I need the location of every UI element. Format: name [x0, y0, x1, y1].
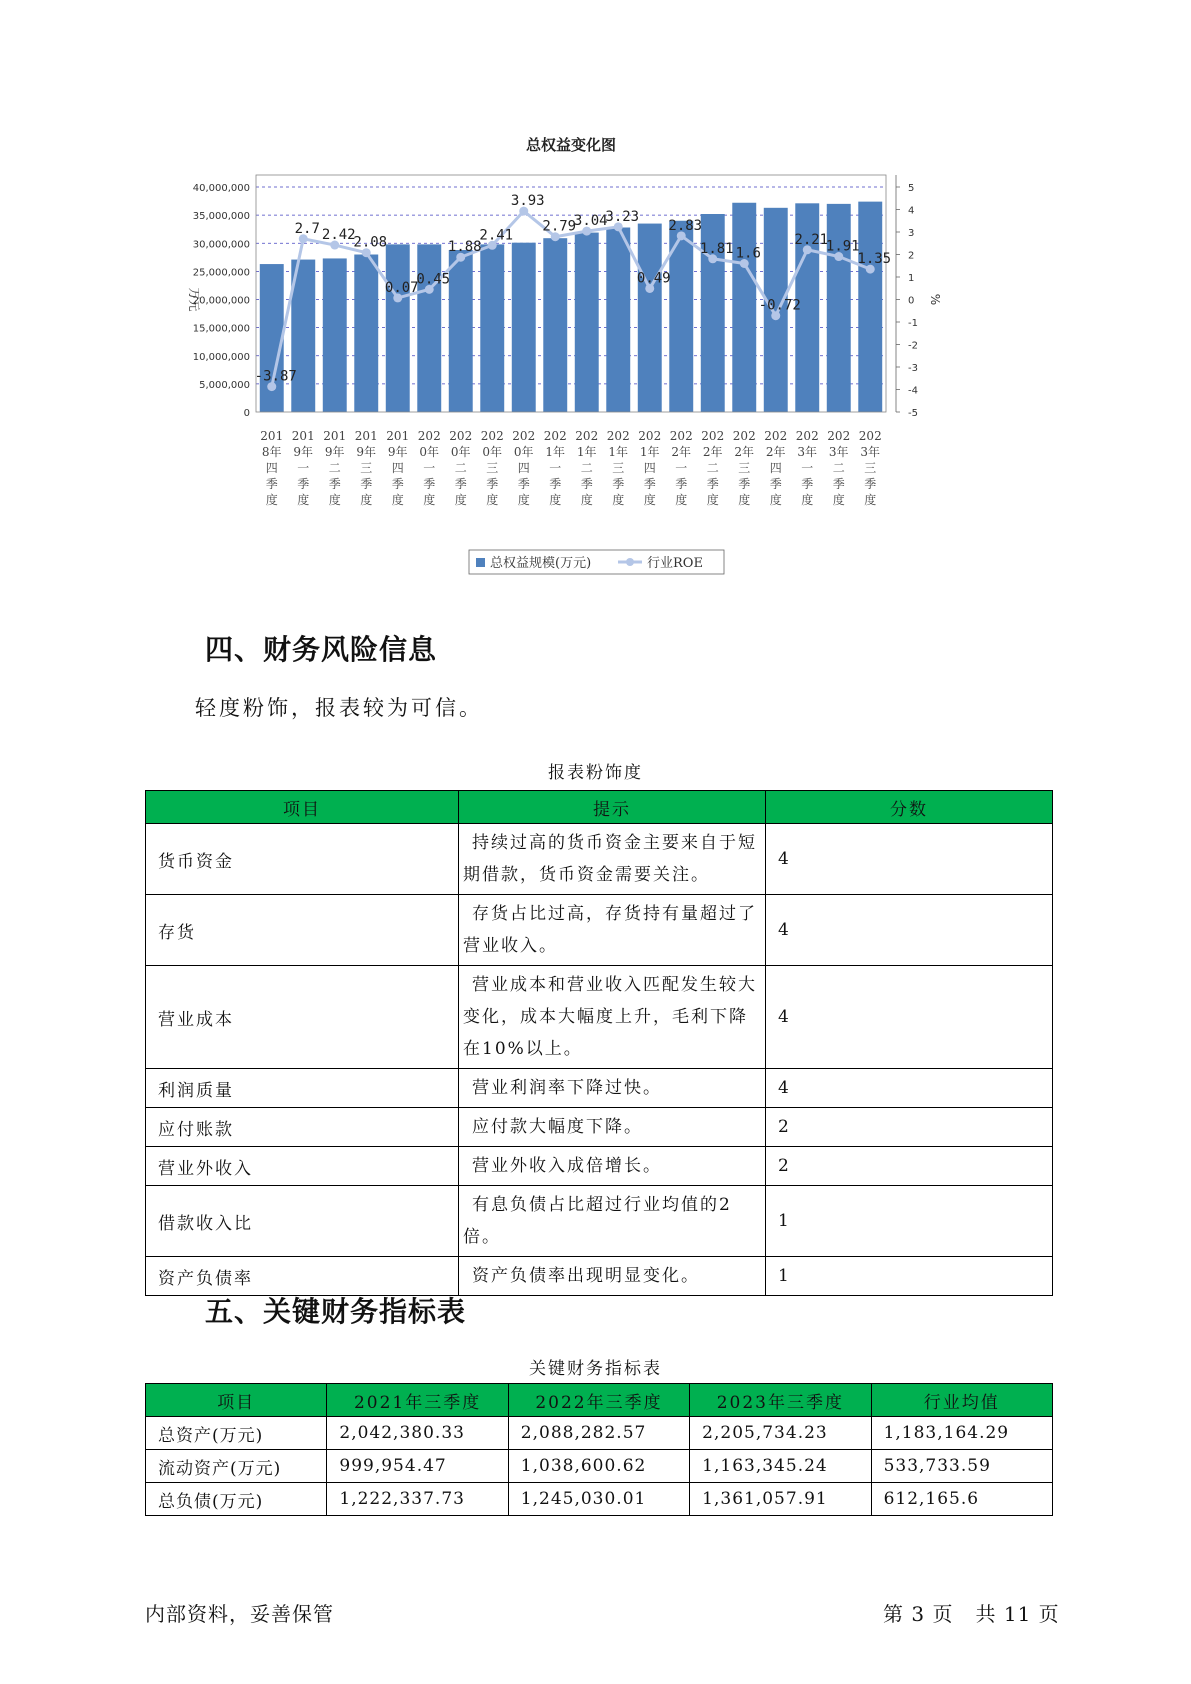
legend-bar-swatch: [476, 558, 485, 567]
roe-data-label: 0.49: [636, 270, 671, 287]
y-right-tick-label: -5: [908, 408, 918, 419]
y-left-tick-label: 10,000,000: [192, 351, 250, 363]
legend-line-label: 行业ROE: [647, 556, 703, 571]
y-right-tick-label: 3: [908, 228, 915, 239]
risk-hint-cell: 持续过高的货币资金主要来自于短期借款，货币资金需要关注。: [459, 824, 766, 895]
kf-header-industry: 行业均值: [871, 1384, 1052, 1417]
risk-hint-cell: 存货占比过高，存货持有量超过了营业收入。: [459, 895, 766, 966]
roe-data-label: -0.72: [758, 297, 801, 314]
x-category-label: 季: [517, 477, 530, 491]
bar: [606, 228, 630, 413]
x-category-label: 季: [454, 477, 467, 491]
roe-data-label: 2.7: [294, 220, 320, 237]
y-left-tick-label: 0: [243, 408, 250, 419]
risk-score-cell: 2: [766, 1108, 1053, 1147]
bar: [449, 250, 473, 412]
x-category-label: 二: [454, 461, 467, 475]
x-category-label: 季: [297, 477, 310, 491]
kf-value-cell: 1,361,057.91: [690, 1483, 871, 1516]
kf-value-cell: 1,163,345.24: [690, 1450, 871, 1483]
roe-data-label: 0.07: [384, 279, 419, 296]
x-category-label: 度: [297, 493, 310, 507]
risk-item-cell: 存货: [146, 895, 459, 966]
x-category-label: 9年: [324, 445, 345, 459]
x-category-label: 度: [454, 493, 467, 507]
x-category-label: 度: [801, 493, 814, 507]
kf-value-cell: 2,205,734.23: [690, 1417, 871, 1450]
bar: [638, 224, 662, 412]
chart-title: 总权益变化图: [525, 136, 617, 154]
bar: [827, 204, 851, 412]
legend-bar-label: 总权益规模(万元): [490, 556, 592, 571]
bar: [323, 258, 347, 412]
key-financials-table: [145, 1383, 1053, 1516]
x-category-label: 1年: [639, 445, 660, 459]
x-category-label: 202: [575, 429, 599, 443]
x-category-label: 二: [328, 461, 341, 475]
x-category-label: 季: [643, 477, 656, 491]
roe-data-label: 3.04: [573, 213, 608, 230]
risk-table-caption: 报表粉饰度: [548, 763, 643, 783]
roe-data-label: 3.23: [605, 208, 640, 225]
roe-data-label: 2.08: [353, 234, 388, 251]
kf-header-2021: 2021年三季度: [327, 1384, 508, 1417]
risk-table: [145, 790, 1053, 1296]
bar: [417, 244, 441, 412]
x-category-label: 四: [643, 461, 656, 475]
risk-item-cell: 应付账款: [146, 1108, 459, 1147]
x-category-label: 四: [517, 461, 530, 475]
y-left-tick-label: 30,000,000: [192, 239, 250, 251]
y-left-tick-label: 40,000,000: [192, 183, 250, 194]
x-category-label: 9年: [387, 445, 408, 459]
risk-item-cell: 资产负债率: [146, 1257, 459, 1296]
x-category-label: 201: [323, 429, 347, 443]
x-category-label: 202: [417, 429, 441, 443]
kf-value-cell: 1,038,600.62: [508, 1450, 689, 1483]
risk-hint-cell: 营业利润率下降过快。: [459, 1069, 766, 1108]
kf-value-cell: 1,183,164.29: [871, 1417, 1052, 1450]
x-category-label: 1年: [576, 445, 597, 459]
risk-score-cell: 4: [766, 1069, 1053, 1108]
x-category-label: 202: [795, 429, 819, 443]
bar: [575, 233, 599, 412]
x-category-label: 202: [732, 429, 756, 443]
risk-item-cell: 营业外收入: [146, 1147, 459, 1186]
kf-item-cell: 流动资产(万元): [146, 1450, 327, 1483]
x-category-label: 季: [706, 477, 719, 491]
kf-header-2022: 2022年三季度: [508, 1384, 689, 1417]
x-category-label: 度: [864, 493, 877, 507]
equity-chart-svg: [170, 130, 1030, 600]
risk-score-cell: 1: [766, 1186, 1053, 1257]
roe-data-label: 2.21: [794, 231, 829, 248]
x-category-label: 度: [423, 493, 436, 507]
x-category-label: 202: [543, 429, 567, 443]
y-right-tick-label: 4: [908, 205, 915, 217]
x-category-label: 度: [675, 493, 688, 507]
x-category-label: 季: [328, 477, 341, 491]
risk-score-cell: 4: [766, 895, 1053, 966]
risk-table-row: [146, 966, 1053, 1069]
y-left-axis-label: 万元: [187, 287, 201, 312]
roe-data-label: 2.42: [321, 227, 356, 244]
kf-value-cell: 2,088,282.57: [508, 1417, 689, 1450]
bar: [386, 244, 410, 412]
x-category-label: 202: [606, 429, 630, 443]
x-category-label: 季: [832, 477, 845, 491]
roe-data-label: 1.91: [825, 238, 860, 255]
y-right-tick-label: -4: [908, 385, 918, 397]
bar: [480, 244, 504, 412]
x-category-label: 202: [449, 429, 473, 443]
y-right-tick-label: 0: [908, 295, 915, 307]
bar: [512, 243, 536, 412]
x-category-label: 季: [801, 477, 814, 491]
kf-value-cell: 533,733.59: [871, 1450, 1052, 1483]
header-score: 分数: [766, 791, 1053, 824]
risk-score-cell: 4: [766, 966, 1053, 1069]
risk-score-cell: 4: [766, 824, 1053, 895]
x-category-label: 季: [360, 477, 373, 491]
x-category-label: 202: [669, 429, 693, 443]
x-category-label: 3年: [860, 445, 881, 459]
x-category-label: 度: [549, 493, 562, 507]
x-category-label: 一: [801, 461, 814, 475]
x-category-label: 季: [738, 477, 751, 491]
risk-hint-cell: 资产负债率出现明显变化。: [459, 1257, 766, 1296]
risk-score-cell: 2: [766, 1147, 1053, 1186]
kf-header-item: 项目: [146, 1384, 327, 1417]
x-category-label: 季: [391, 477, 404, 491]
plot-frame: [256, 175, 886, 412]
x-category-label: 202: [480, 429, 504, 443]
risk-table-header: [146, 791, 1053, 824]
x-category-label: 度: [612, 493, 625, 507]
x-category-label: 度: [265, 493, 278, 507]
x-category-label: 201: [386, 429, 410, 443]
roe-data-label: 0.45: [416, 271, 451, 288]
x-category-label: 季: [423, 477, 436, 491]
x-category-label: 度: [706, 493, 719, 507]
x-category-label: 季: [864, 477, 877, 491]
x-category-label: 度: [643, 493, 656, 507]
x-category-label: 2年: [671, 445, 692, 459]
risk-item-cell: 借款收入比: [146, 1186, 459, 1257]
roe-data-label: 2.41: [479, 227, 514, 244]
kf-table-caption: 关键财务指标表: [529, 1359, 662, 1379]
risk-hint-cell: 有息负债占比超过行业均值的2倍。: [459, 1186, 766, 1257]
x-category-label: 季: [769, 477, 782, 491]
x-category-label: 三: [360, 461, 373, 475]
x-category-label: 201: [354, 429, 378, 443]
x-category-label: 度: [769, 493, 782, 507]
x-category-label: 度: [328, 493, 341, 507]
kf-item-cell: 总负债(万元): [146, 1483, 327, 1516]
x-category-label: 9年: [293, 445, 314, 459]
roe-data-label: -3.87: [254, 368, 297, 385]
risk-hint-cell: 营业外收入成倍增长。: [459, 1147, 766, 1186]
x-category-label: 一: [549, 461, 562, 475]
roe-data-label: 3.93: [510, 193, 545, 210]
x-category-label: 202: [701, 429, 725, 443]
roe-data-label: 2.83: [668, 217, 703, 234]
x-category-label: 度: [486, 493, 499, 507]
x-category-label: 三: [612, 461, 625, 475]
kf-header-2023: 2023年三季度: [690, 1384, 871, 1417]
x-category-label: 度: [832, 493, 845, 507]
risk-table-row: [146, 895, 1053, 966]
x-category-label: 一: [297, 461, 310, 475]
x-category-label: 202: [512, 429, 536, 443]
y-left-tick-label: 25,000,000: [192, 267, 250, 279]
legend-line-marker: [626, 558, 634, 566]
roe-data-label: 1.6: [735, 245, 761, 262]
risk-score-cell: 1: [766, 1257, 1053, 1296]
bar: [543, 238, 567, 412]
kf-item-cell: 总资产(万元): [146, 1417, 327, 1450]
section4-title: 四、财务风险信息: [205, 633, 438, 666]
kf-value-cell: 1,222,337.73: [327, 1483, 508, 1516]
x-category-label: 四: [391, 461, 404, 475]
x-category-label: 四: [265, 461, 278, 475]
bar: [732, 203, 756, 412]
x-category-label: 季: [486, 477, 499, 491]
header-hint: 提示: [459, 791, 766, 824]
footer-page-number: 第 3 页 共 11 页: [883, 1602, 1060, 1626]
x-category-label: 202: [858, 429, 882, 443]
x-category-label: 3年: [828, 445, 849, 459]
y-right-tick-label: -3: [908, 363, 918, 374]
y-left-tick-label: 15,000,000: [192, 323, 250, 335]
kf-table-row: [146, 1483, 1053, 1516]
x-category-label: 8年: [261, 445, 282, 459]
y-right-tick-label: 5: [908, 183, 915, 194]
x-category-label: 一: [675, 461, 688, 475]
x-category-label: 202: [827, 429, 851, 443]
footer-left: 内部资料，妥善保管: [145, 1602, 334, 1626]
x-category-label: 季: [265, 477, 278, 491]
kf-value-cell: 1,245,030.01: [508, 1483, 689, 1516]
x-category-label: 度: [738, 493, 751, 507]
x-category-label: 三: [864, 461, 877, 475]
x-category-label: 季: [612, 477, 625, 491]
kf-value-cell: 999,954.47: [327, 1450, 508, 1483]
x-category-label: 季: [675, 477, 688, 491]
section4-summary: 轻度粉饰，报表较为可信。: [195, 696, 483, 720]
x-category-label: 2年: [702, 445, 723, 459]
kf-table-row: [146, 1450, 1053, 1483]
x-category-label: 0年: [419, 445, 440, 459]
bar: [354, 255, 378, 413]
x-category-label: 0年: [450, 445, 471, 459]
risk-item-cell: 营业成本: [146, 966, 459, 1069]
kf-table-row: [146, 1417, 1053, 1450]
x-category-label: 度: [517, 493, 530, 507]
header-item: 项目: [146, 791, 459, 824]
x-category-label: 202: [638, 429, 662, 443]
x-category-label: 二: [580, 461, 593, 475]
y-right-axis-label: %: [928, 293, 942, 306]
risk-item-cell: 货币资金: [146, 824, 459, 895]
risk-table-row: [146, 824, 1053, 895]
x-category-label: 二: [706, 461, 719, 475]
x-category-label: 3年: [797, 445, 818, 459]
x-category-label: 0年: [482, 445, 503, 459]
x-category-label: 度: [360, 493, 373, 507]
x-category-label: 度: [580, 493, 593, 507]
risk-table-row: [146, 1186, 1053, 1257]
kf-value-cell: 612,165.6: [871, 1483, 1052, 1516]
x-category-label: 季: [549, 477, 562, 491]
equity-chart: [170, 130, 1030, 600]
x-category-label: 0年: [513, 445, 534, 459]
x-category-label: 1年: [545, 445, 566, 459]
y-right-tick-label: -1: [908, 318, 918, 329]
x-category-label: 季: [580, 477, 593, 491]
x-category-label: 一: [423, 461, 436, 475]
risk-table-row: [146, 1108, 1053, 1147]
y-left-tick-label: 5,000,000: [199, 379, 250, 391]
x-category-label: 202: [764, 429, 788, 443]
x-category-label: 度: [391, 493, 404, 507]
y-left-tick-label: 20,000,000: [192, 295, 250, 307]
x-category-label: 1年: [608, 445, 629, 459]
risk-hint-cell: 应付款大幅度下降。: [459, 1108, 766, 1147]
roe-data-label: 1.88: [447, 239, 482, 256]
kf-table-header: [146, 1384, 1053, 1417]
bar: [858, 202, 882, 412]
y-right-tick-label: -2: [908, 340, 918, 352]
y-right-tick-label: 2: [908, 250, 915, 262]
risk-table-row: [146, 1147, 1053, 1186]
x-category-label: 2年: [734, 445, 755, 459]
risk-hint-cell: 营业成本和营业收入匹配发生较大变化，成本大幅度上升，毛利下降在10%以上。: [459, 966, 766, 1069]
risk-table-row: [146, 1069, 1053, 1108]
section5-title: 五、关键财务指标表: [205, 1295, 467, 1328]
kf-value-cell: 2,042,380.33: [327, 1417, 508, 1450]
x-category-label: 二: [832, 461, 845, 475]
x-category-label: 四: [769, 461, 782, 475]
roe-data-label: 1.81: [699, 240, 734, 257]
x-category-label: 201: [291, 429, 315, 443]
x-category-label: 9年: [356, 445, 377, 459]
roe-data-label: 1.35: [857, 251, 892, 268]
x-category-label: 三: [738, 461, 751, 475]
x-category-label: 201: [260, 429, 284, 443]
risk-item-cell: 利润质量: [146, 1069, 459, 1108]
y-left-tick-label: 35,000,000: [192, 211, 250, 223]
x-category-label: 三: [486, 461, 499, 475]
y-right-tick-label: 1: [908, 273, 915, 284]
x-category-label: 2年: [765, 445, 786, 459]
roe-data-label: 2.79: [542, 218, 577, 235]
